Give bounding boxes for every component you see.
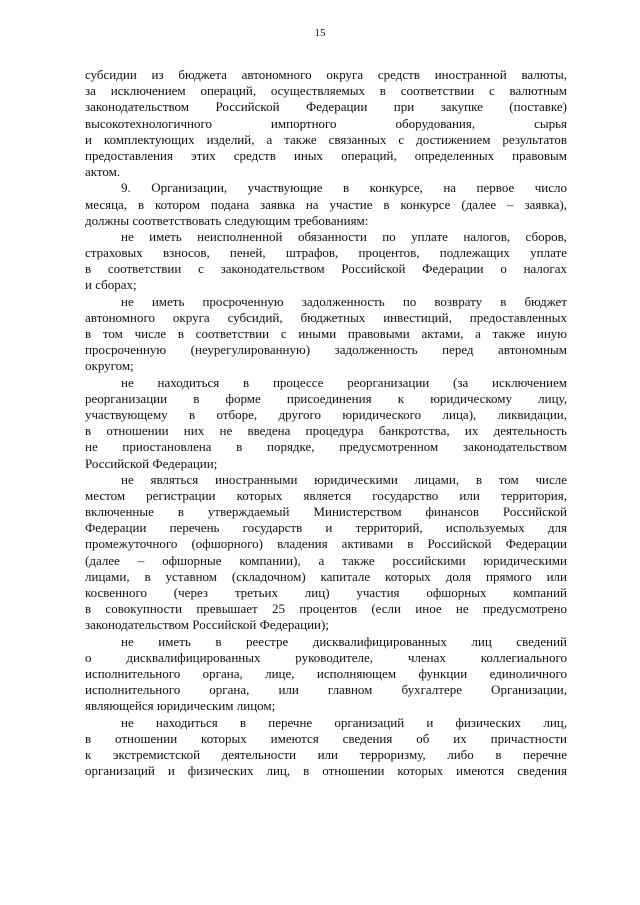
text-line: просроченную (неурегулированную) задолженность перед автономным [85,342,567,358]
text-line: 9. Организации, участвующие в конкурсе, на первое число [121,180,567,196]
text-line: месяца, в котором подана заявка на участие в конкурсе (далее – заявка), [85,196,567,212]
text-line: (далее – офшорные компании), а также российскими юридическими [85,552,567,568]
text-line: исполнительного органа, лице, исполняющем функции единоличного [85,665,567,681]
text-line: законодательством Российской Федерации); [85,617,329,633]
text-line: округом; [85,358,134,374]
text-line: за исключением операций, осуществляемых в соответствии с валютным [85,83,567,99]
text-line: в отношении которых имеются сведения об их причастности [85,730,567,746]
text-line: промежуточного (офшорного) владения активами в Российской Федерации [85,536,567,552]
text-line: не находиться в перечне организаций и физических лиц, [121,714,567,730]
text-line: к экстремистской деятельности или терроризму, либо в перечне [85,746,567,762]
text-line: Российской Федерации; [85,455,218,471]
page-number: 15 [314,27,326,39]
text-line: Федерации перечень государств и территорий, используемых для [85,520,567,536]
text-line: включенные в утверждаемый Министерством финансов Российской [85,504,567,520]
text-line: не приостановлена в порядке, предусмотренном законодательством [85,439,567,455]
text-line: высокотехнологичного импортного оборудования, сырья [85,115,567,131]
text-line: автономного округа субсидий, бюджетных инвестиций, предоставленных [85,309,567,325]
text-line: лицами, в уставном (складочном) капитале которых доля прямого или [85,568,567,584]
text-line: не иметь просроченную задолженность по возврату в бюджет [121,293,567,309]
text-line: организаций и физических лиц, в отношении которых имеются сведения [85,763,567,779]
text-line: не иметь неисполненной обязанности по уплате налогов, сборов, [121,228,567,244]
text-line: субсидии из бюджета автономного округа средств иностранной валюты, [85,67,567,82]
text-line: косвенного (через третьих лиц) участия офшорных компаний [85,585,567,600]
document-body [85,67,567,779]
text-line: в отношении них не введена процедура банкротства, их деятельность [85,423,567,439]
text-line: о дисквалифицированных руководителе, членах коллегиального [85,649,567,665]
text-line: местом регистрации которых является государство или территория, [85,487,567,503]
text-line: не находиться в процессе реорганизации (за исключением [121,374,567,390]
text-line: должны соответствовать следующим требованиям: [85,212,369,228]
text-line: в соответствии с законодательством Российской Федерации о налогах [85,261,567,277]
text-line: предоставления этих средств иных операций, определенных правовым [85,147,567,163]
text-line: исполнительного органа, или главном бухгалтере Организации, [85,682,567,698]
text-line: в совокупности превышает 25 процентов (если иное не предусмотрено [85,601,567,617]
text-line: не являться иностранными юридическими лицами, в том числе [121,471,567,487]
text-line: и сборах; [85,277,137,293]
text-line: страховых взносов, пеней, штрафов, процентов, подлежащих уплате [85,245,567,261]
text-line: в том числе в соответствии с иными правовыми актами, а также иную [85,326,567,341]
text-line: реорганизации в форме присоединения к юридическому лицу, [85,390,567,406]
text-line: законодательством Российской Федерации при закупке (поставке) [85,99,567,115]
text-line: участвующему в отборе, другого юридического лица), ликвидации, [85,406,567,422]
text-line: являющейся юридическим лицом; [85,698,276,714]
text-line: актом. [85,164,121,180]
text-line: не иметь в реестре дисквалифицированных лиц сведений [121,633,567,649]
text-line: и комплектующих изделий, а также связанных с достижением результатов [85,131,567,147]
